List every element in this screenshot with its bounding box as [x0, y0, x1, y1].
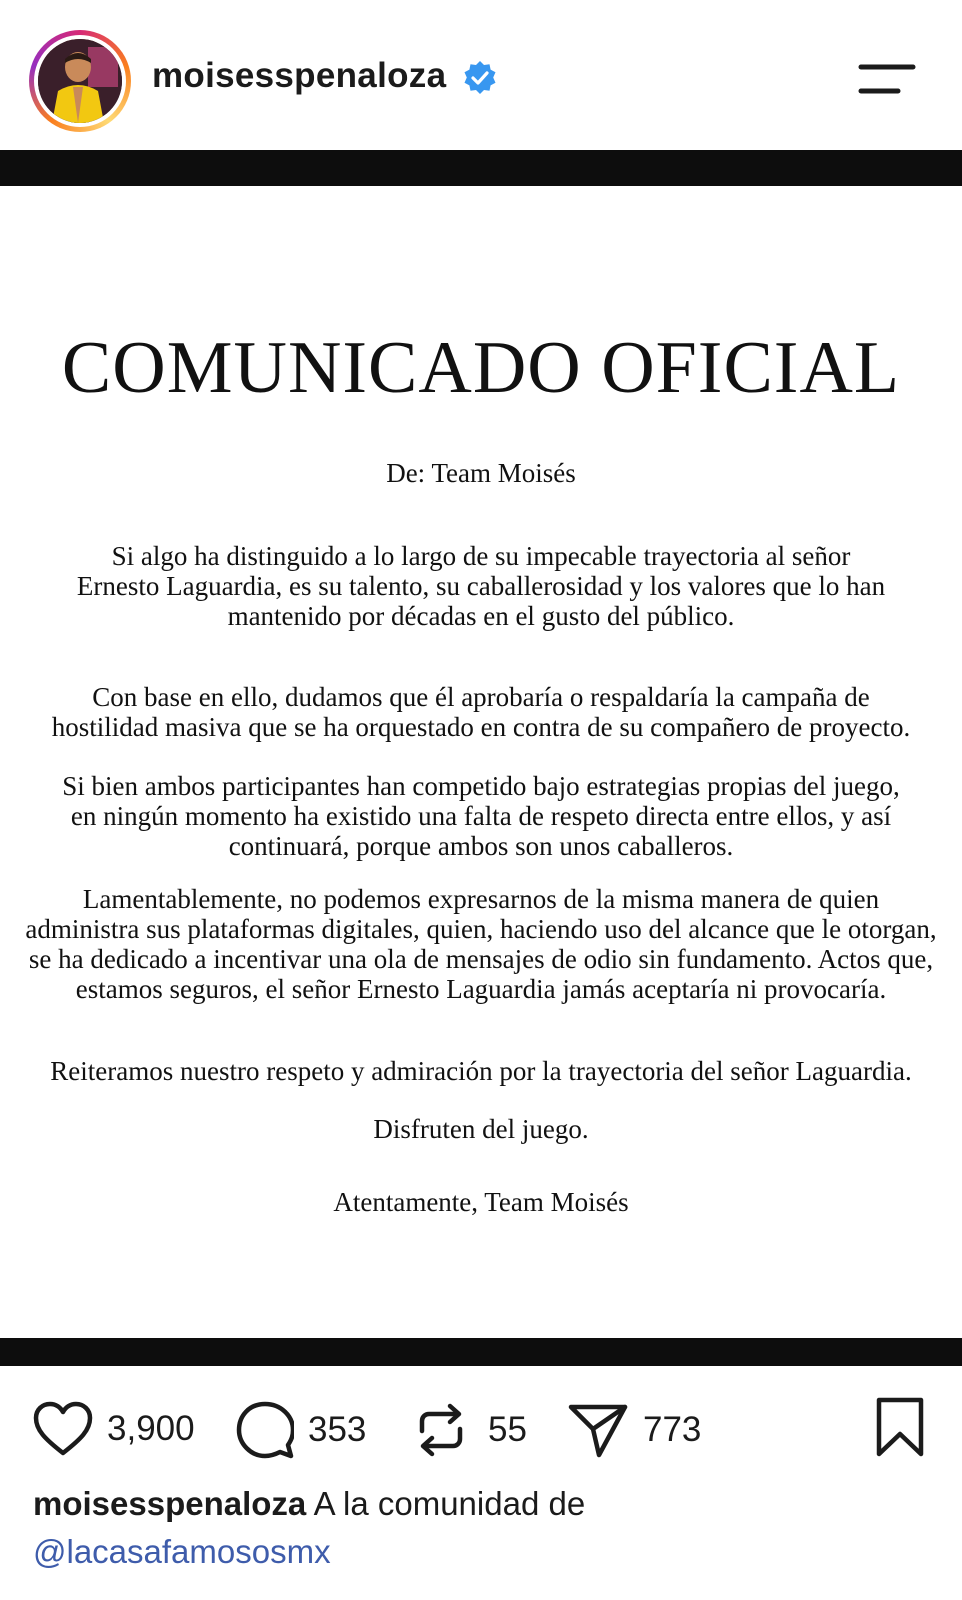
paragraph-line: estamos seguros, el señor Ernesto Laguardia jamás aceptaría ni provocaría. [75, 974, 887, 1004]
post-from: De: Team Moisés [386, 458, 576, 488]
repost-action[interactable] [414, 1401, 527, 1459]
paragraph-line: Si bien ambos participantes han competido bajo estrategias propias del juego, [62, 771, 900, 801]
post-header [0, 0, 962, 150]
caption-username[interactable]: moisesspenaloza [33, 1485, 307, 1522]
heart-icon[interactable] [33, 1401, 93, 1457]
avatar[interactable] [29, 30, 131, 132]
paragraph-line: se ha dedicado a incentivar una ola de mensajes de odio sin fundamento. Actos que, [28, 944, 934, 974]
like-count: 3,900 [107, 1409, 195, 1448]
post-bottom-border [0, 1338, 962, 1366]
post-top-border [0, 150, 962, 186]
post-image[interactable] [0, 186, 962, 1338]
repost-icon[interactable] [414, 1401, 468, 1459]
share-action[interactable] [567, 1401, 701, 1459]
paragraph-line: Lamentablemente, no podemos expresarnos de la misma manera de quien [82, 884, 880, 914]
paragraph-line: Con base en ello, dudamos que él aprobaría o respaldaría la campaña de [92, 682, 870, 712]
avatar-frame [34, 35, 126, 127]
post-paragraph-3 [0, 771, 962, 861]
comment-action[interactable] [236, 1401, 366, 1459]
caption-text: A la comunidad de [313, 1485, 586, 1522]
menu-icon[interactable] [858, 62, 916, 96]
repost-count: 55 [488, 1410, 527, 1449]
paragraph-line: en ningún momento ha existido una falta de respeto directa entre ellos, y así [70, 801, 892, 831]
post-actions [0, 1366, 962, 1466]
share-count: 773 [643, 1410, 702, 1449]
paragraph-line: administra sus plataformas digitales, quien, haciendo uso del alcance que le otorgan, [25, 914, 937, 944]
post-caption [33, 1482, 933, 1574]
like-action[interactable] [33, 1401, 195, 1457]
post-paragraph-6: Disfruten del juego. [373, 1114, 589, 1144]
post-paragraph-1 [0, 541, 962, 631]
comment-icon[interactable] [236, 1401, 294, 1459]
paragraph-line: Si algo ha distinguido a lo largo de su impecable trayectoria al señor [111, 541, 851, 571]
share-icon[interactable] [567, 1401, 629, 1459]
post-signature: Atentamente, Team Moisés [333, 1187, 629, 1217]
verified-badge-icon [462, 60, 498, 96]
caption-mention[interactable]: @lacasafamososmx [33, 1533, 331, 1570]
paragraph-line: hostilidad masiva que se ha orquestado en contra de su compañero de proyecto. [51, 712, 911, 742]
avatar-image [38, 39, 122, 123]
bookmark-icon[interactable] [874, 1396, 926, 1458]
header-username[interactable]: moisesspenaloza [152, 56, 447, 95]
post-paragraph-5: Reiteramos nuestro respeto y admiración por la trayectoria del señor Laguardia. [50, 1056, 912, 1086]
paragraph-line: mantenido por décadas en el gusto del público. [227, 601, 735, 631]
paragraph-line: continuará, porque ambos son unos caballeros. [228, 831, 734, 861]
paragraph-line: Ernesto Laguardia, es su talento, su caballerosidad y los valores que lo han [76, 571, 886, 601]
comment-count: 353 [308, 1410, 367, 1449]
post-paragraph-2 [0, 682, 962, 742]
post-paragraph-4 [0, 884, 962, 1004]
post-title: COMUNICADO OFICIAL [61, 327, 901, 409]
